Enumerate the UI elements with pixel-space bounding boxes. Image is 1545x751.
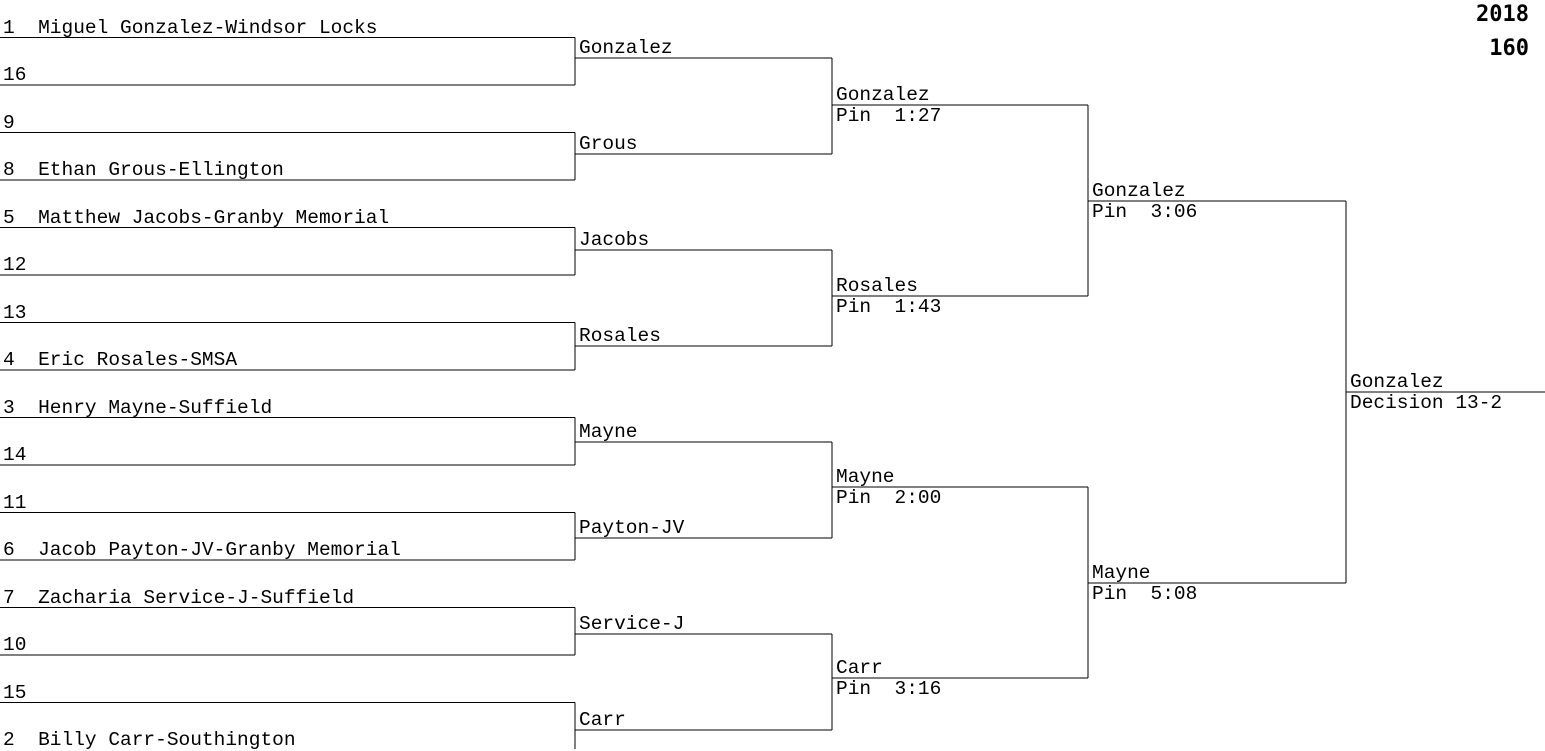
competitor-label: 6 Jacob Payton-JV-Granby Memorial (3, 539, 401, 561)
winner-name: Mayne (836, 466, 895, 488)
winner-name: Gonzalez (836, 84, 930, 106)
match-result: Pin 5:08 (1092, 583, 1198, 605)
winner-name: Service-J (579, 613, 685, 635)
winner-name: Mayne (1092, 562, 1151, 584)
competitor-label: 2 Billy Carr-Southington (3, 729, 296, 751)
winner-name: Carr (579, 709, 626, 731)
competitor-label: 15 (3, 681, 27, 704)
bracket-weight-class: 160 (1489, 36, 1529, 61)
winner-name: Rosales (836, 275, 918, 297)
match-result: Decision 13-2 (1350, 392, 1503, 414)
competitor-label: 7 Zacharia Service-J-Suffield (3, 586, 355, 609)
match-result: Pin 3:06 (1092, 201, 1198, 223)
competitor-label: 10 (3, 634, 27, 656)
winner-name: Gonzalez (1092, 180, 1186, 202)
competitor-label: 4 Eric Rosales-SMSA (3, 349, 238, 371)
match-result: Pin 2:00 (836, 487, 942, 509)
match-result: Pin 3:16 (836, 678, 942, 700)
bracket-year: 2018 (1476, 2, 1529, 27)
competitor-label: 16 (3, 64, 27, 86)
winner-name: Mayne (579, 421, 638, 443)
competitor-label: 9 (3, 111, 15, 134)
competitor-label: 11 (3, 491, 27, 514)
winner-name: Gonzalez (1350, 371, 1444, 393)
competitor-label: 12 (3, 254, 27, 276)
winner-name: Jacobs (579, 229, 650, 251)
winner-name: Payton-JV (579, 517, 685, 539)
winner-name: Carr (836, 657, 883, 679)
competitor-label: 14 (3, 444, 27, 466)
competitor-label: 1 Miguel Gonzalez-Windsor Locks (3, 16, 378, 39)
competitor-label: 5 Matthew Jacobs-Granby Memorial (3, 206, 390, 229)
winner-name: Rosales (579, 325, 661, 347)
match-result: Pin 1:27 (836, 105, 942, 127)
competitor-label: 13 (3, 301, 27, 324)
winner-name: Grous (579, 133, 638, 155)
competitor-label: 8 Ethan Grous-Ellington (3, 159, 284, 181)
competitor-label: 3 Henry Mayne-Suffield (3, 396, 273, 419)
match-result: Pin 1:43 (836, 296, 942, 318)
winner-name: Gonzalez (579, 37, 673, 59)
